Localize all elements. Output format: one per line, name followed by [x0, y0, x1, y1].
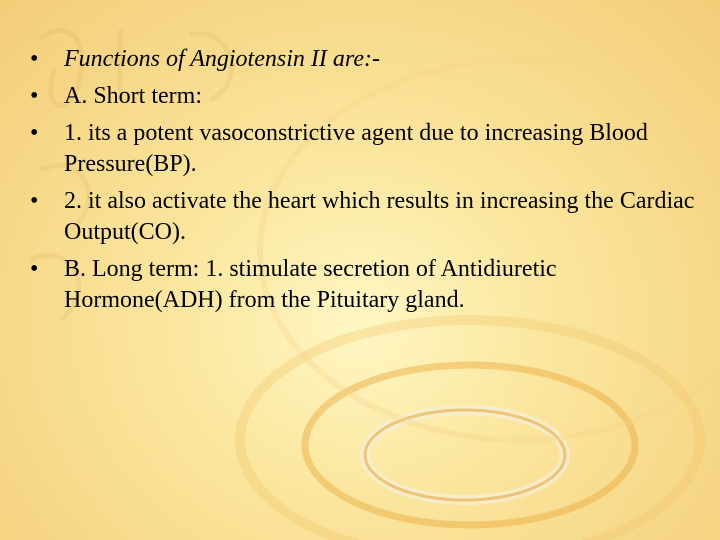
ring-inner: [365, 410, 565, 500]
bullet-icon: •: [30, 256, 39, 282]
bullet-text: 1. its a potent vasoconstrictive agent due to increasing Blood Pressure(BP).: [64, 120, 648, 177]
bullet-item-4: [30, 186, 700, 248]
bullet-item-2: [30, 81, 700, 112]
bullet-icon: •: [30, 120, 39, 146]
bullet-item-1: [30, 44, 700, 75]
bullet-text: A. Short term:: [64, 83, 202, 109]
bullet-item-3: [30, 118, 700, 180]
bullet-text: 2. it also activate the heart which results in increasing the Cardiac Output(CO).: [64, 188, 695, 245]
bullet-text: B. Long term: 1. stimulate secretion of Antidiuretic Hormone(ADH) from the Pituitary gland.: [64, 256, 557, 313]
bullet-icon: •: [30, 188, 39, 214]
bullet-icon: •: [30, 46, 39, 72]
bullet-list: [30, 44, 700, 322]
bullet-icon: •: [30, 83, 39, 109]
bullet-item-5: [30, 254, 700, 316]
bullet-text: Functions of Angiotensin II are:-: [64, 46, 380, 72]
